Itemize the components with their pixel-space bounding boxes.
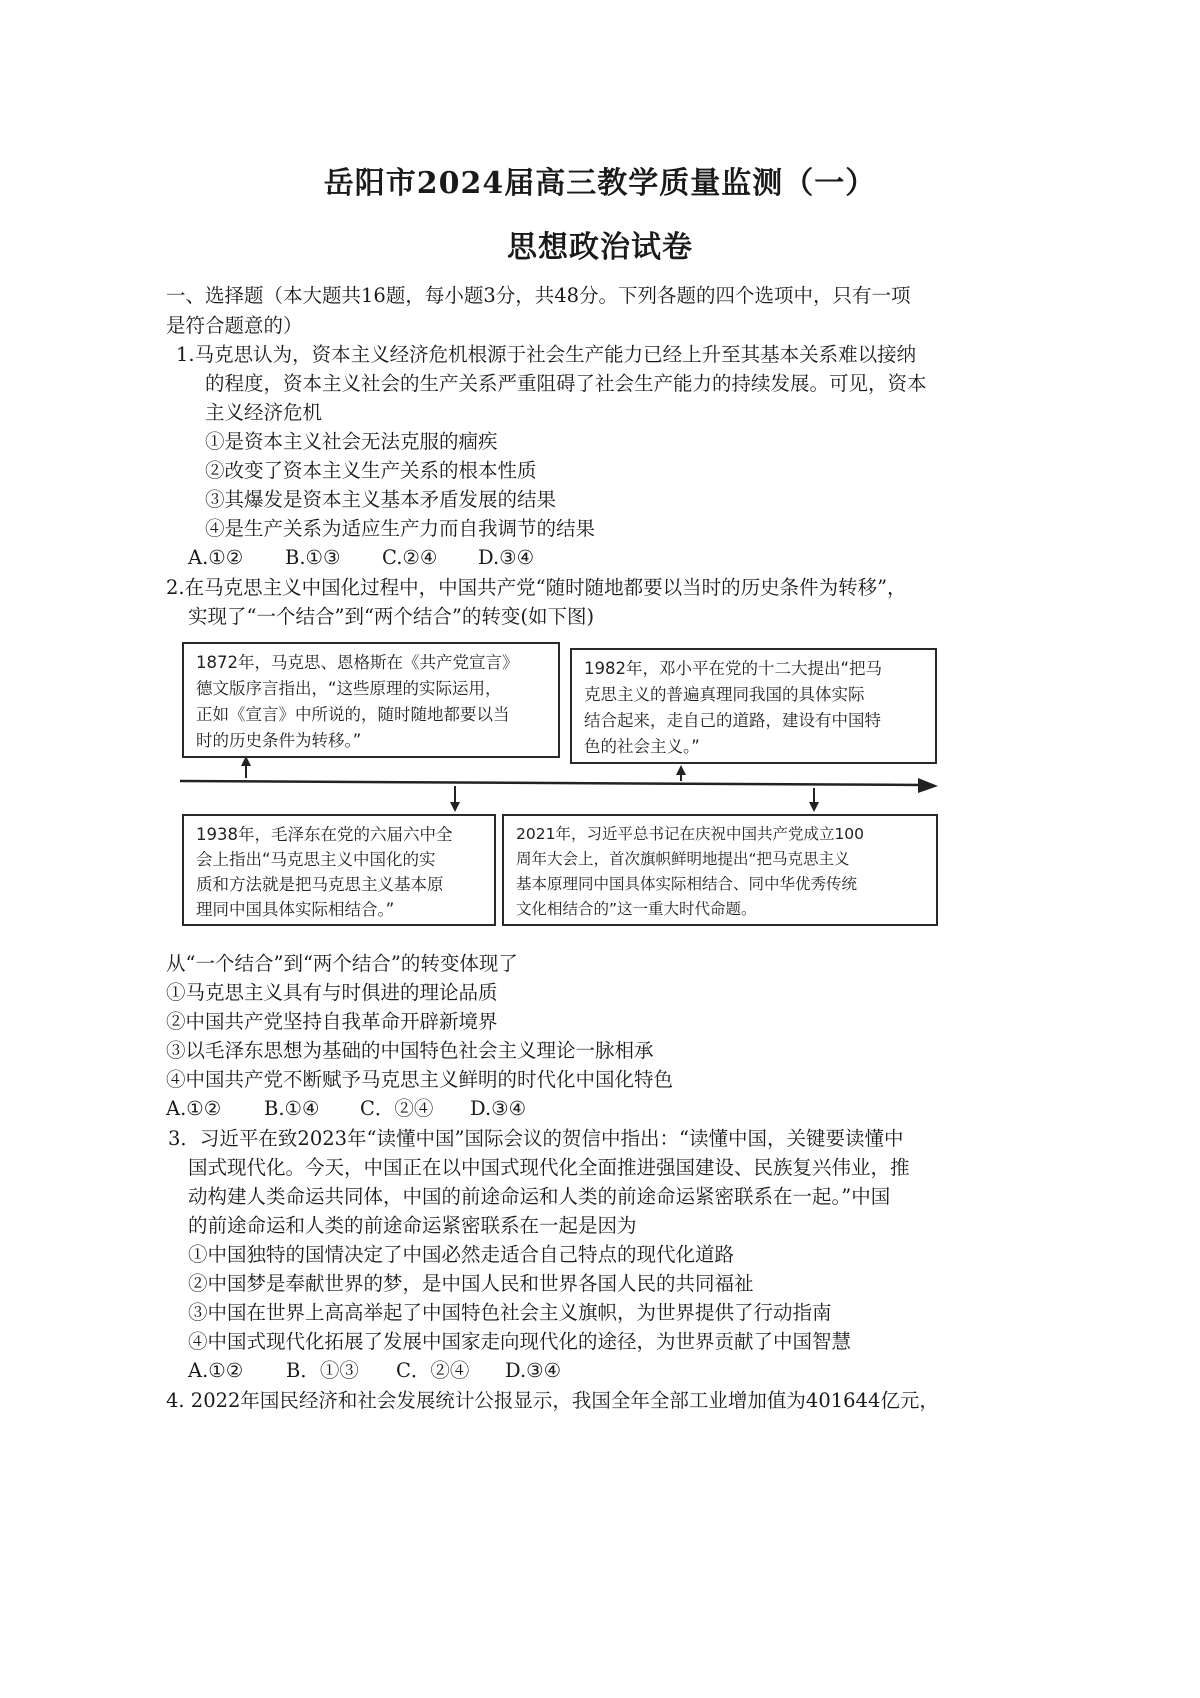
q3-stem-line1: 3．习近平在致2023年“读懂中国”国际会议的贺信中指出：“读懂中国，关键要读懂中 [168,1127,904,1150]
timeline-axis [180,781,925,785]
box-1872-line2: 德文版序言指出，“这些原理的实际运用， [196,679,502,698]
box-1872-line3: 正如《宣言》中所说的，随时随地都要以当 [196,705,510,724]
q1-option-a: A.①② [188,546,244,569]
box-1982-line3: 结合起来，走自己的道路，建设有中国特 [584,711,881,730]
q2-item-3: ③以毛泽东思想为基础的中国特色社会主义理论一脉相承 [166,1039,654,1062]
q2-stem-line2: 实现了“一个结合”到“两个结合”的转变(如下图) [188,605,595,628]
q4-stem-line1: 4. 2022年国民经济和社会发展统计公报显示，我国全年全部工业增加值为401644亿元， [166,1389,939,1412]
box-1872-line1: 1872年，马克思、恩格斯在《共产党宣言》 [196,653,519,672]
box-1982-line1: 1982年，邓小平在党的十二大提出“把马 [584,659,883,678]
q3-item-1: ①中国独特的国情决定了中国必然走适合自己特点的现代化道路 [188,1243,735,1266]
arrowhead-2021 [809,802,819,812]
q1-option-b: B.①③ [285,546,341,569]
box-1938-line3: 质和方法就是把马克思主义基本原 [196,875,444,894]
box-1938-line1: 1938年，毛泽东在党的六届六中全 [196,825,453,844]
q2-item-1: ①马克思主义具有与时俱进的理论品质 [166,981,498,1004]
q1-stem-line2: 的程度，资本主义社会的生产关系严重阻碍了社会生产能力的持续发展。可见，资本 [205,372,927,395]
box-1982-line4: 色的社会主义。” [584,737,700,756]
box-1938-line2: 会上指出“马克思主义中国化的实 [196,850,436,869]
q1-option-d: D.③④ [478,546,535,569]
q2-option-b: B.①④ [264,1097,320,1120]
q3-stem-line2: 国式现代化。今天，中国正在以中国式现代化全面推进强国建设、民族复兴伟业，推 [188,1156,910,1179]
q2-item-4: ④中国共产党不断赋予马克思主义鲜明的时代化中国化特色 [166,1068,674,1091]
arrowhead-1938 [450,802,460,812]
box-1982-line2: 克思主义的普遍真理同我国的具体实际 [584,685,865,704]
q2-stem-line1: 2.在马克思主义中国化过程中，中国共产党“随时随地都要以当时的历史条件为转移”， [166,576,907,599]
timeline-box-1982 [570,648,937,764]
q2-option-a: A.①② [166,1097,222,1120]
q3-option-c: C．②④ [396,1359,470,1382]
q3-option-b: B．①③ [286,1359,359,1382]
box-1938-line4: 理同中国具体实际相结合。” [196,900,395,919]
q3-item-3: ③中国在世界上高高举起了中国特色社会主义旗帜，为世界提供了行动指南 [188,1301,832,1324]
exam-title: 岳阳市2024届高三教学质量监测（一） [323,166,877,201]
q1-option-c: C.②④ [382,546,438,569]
timeline-box-2021 [502,814,938,926]
timeline-arrowhead [918,778,938,793]
q2-item-2: ②中国共产党坚持自我革命开辟新境界 [166,1010,498,1033]
section-heading-line1: 一、选择题（本大题共16题，每小题3分，共48分。下列各题的四个选项中，只有一项 [166,284,911,307]
exam-subtitle: 思想政治试卷 [507,230,693,265]
box-2021-line1: 2021年，习近平总书记在庆祝中国共产党成立100 [516,825,865,843]
box-2021-line2: 周年大会上，首次旗帜鲜明地提出“把马克思主义 [516,850,850,868]
timeline-box-1938 [182,814,496,926]
q3-stem-line4: 的前途命运和人类的前途命运紧密联系在一起是因为 [188,1214,637,1237]
timeline-box-1872 [182,642,560,758]
q1-item-1: ①是资本主义社会无法克服的痼疾 [205,430,498,453]
q3-stem-line3: 动构建人类命运共同体，中国的前途命运和人类的前途命运紧密联系在一起。”中国 [188,1185,891,1208]
arrowhead-1982 [676,765,686,775]
q1-stem-line1: 1.马克思认为，资本主义经济危机根源于社会生产能力已经上升至其基本关系难以接纳 [176,343,917,366]
q3-option-d: D.③④ [505,1359,562,1382]
box-1872-line4: 时的历史条件为转移。” [196,731,362,750]
q2-option-d: D.③④ [470,1097,527,1120]
q2-after-figure: 从“一个结合”到“两个结合”的转变体现了 [166,952,518,975]
section-heading-line2: 是符合题意的） [166,314,303,337]
q1-stem-line3: 主义经济危机 [205,401,323,424]
box-2021-line4: 文化相结合的”这一重大时代命题。 [516,900,757,918]
q1-item-3: ③其爆发是资本主义基本矛盾发展的结果 [205,488,557,511]
q1-item-2: ②改变了资本主义生产关系的根本性质 [205,459,537,482]
q3-option-a: A.①② [188,1359,244,1382]
q3-item-4: ④中国式现代化拓展了发展中国家走向现代化的途径，为世界贡献了中国智慧 [188,1330,852,1353]
q3-item-2: ②中国梦是奉献世界的梦，是中国人民和世界各国人民的共同福祉 [188,1272,754,1295]
q1-item-4: ④是生产关系为适应生产力而自我调节的结果 [205,517,596,540]
box-2021-line3: 基本原理同中国具体实际相结合、同中华优秀传统 [516,875,858,893]
q2-option-c: C．②④ [360,1097,434,1120]
